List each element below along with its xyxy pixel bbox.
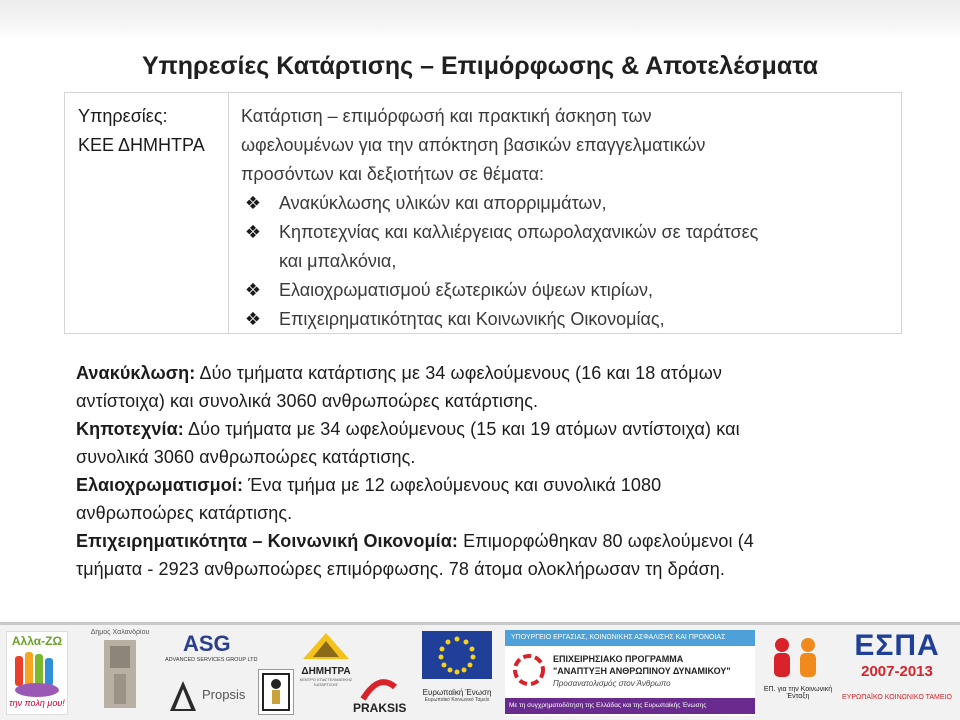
result-entrepreneurship	[76, 527, 936, 583]
result-gardening	[76, 415, 936, 471]
alla-zo-title: Αλλα-ΖΩ	[11, 634, 63, 648]
services-description	[241, 102, 881, 334]
propsis-triangle-icon	[168, 679, 198, 713]
result-recycling	[76, 359, 936, 415]
esf-badge-text: ΕΠ. για την Κοινωνική Ένταξη	[763, 686, 833, 700]
services-bullet-list	[241, 189, 881, 334]
diamond-bullet-icon: ❖	[244, 193, 262, 213]
sponsor-logos-footer	[0, 625, 960, 720]
bullet-item	[241, 189, 881, 218]
result-heading: Ελαιοχρωματισμοί:	[76, 475, 244, 495]
slide-title: Υπηρεσίες Κατάρτισης – Επιμόρφωσης & Αποτελέσματα	[141, 52, 819, 80]
bullet-line1: Ελαιοχρωματισμού εξωτερικών όψεων κτιρίων,	[279, 280, 654, 300]
asg-subtitle: ADVANCED SERVICES GROUP LTD	[165, 657, 258, 663]
services-label	[78, 102, 205, 160]
dimos-name: Δήμος Χαλανδρίου	[90, 629, 150, 636]
espa-subtitle: ΕΥΡΩΠΑΪΚΟ ΚΟΙΝΩΝΙΚΟ ΤΑΜΕΙΟ	[842, 694, 952, 701]
ministry-bar	[505, 630, 755, 646]
asg-title: ASG	[183, 631, 231, 656]
cofunding-bar	[505, 698, 755, 714]
colorful-hand-icon	[7, 648, 67, 698]
result-heading: Κηποτεχνία:	[76, 419, 184, 439]
municipality-emblem-icon	[90, 636, 150, 712]
services-label-line1: Υπηρεσίες:	[78, 106, 168, 126]
result-text: συνολικά 3060 ανθρωποώρες κατάρτισης.	[76, 447, 416, 467]
bullet-item	[241, 218, 881, 276]
alla-zo-logo	[6, 631, 68, 715]
eu-flag-icon	[422, 631, 492, 679]
partner-emblem	[258, 669, 294, 715]
result-text: ανθρωποώρες κατάρτισης.	[76, 503, 293, 523]
eu-subtitle: Ευρωπαϊκό Κοινωνικό Ταμείο	[424, 697, 490, 703]
bullet-item	[241, 276, 881, 305]
table-divider	[228, 93, 229, 333]
person-figure-icon	[259, 670, 293, 714]
asg-logo	[165, 631, 265, 671]
dimos-chalandriou-logo	[90, 629, 150, 717]
description-line: Κατάρτιση – επιμόρφωσή και πρακτική άσκηση των	[241, 106, 652, 126]
ministry-banner	[505, 630, 755, 716]
program-line1: ΕΠΙΧΕΙΡΗΣΙΑΚΟ ΠΡΟΓΡΑΜΜΑ	[553, 654, 684, 664]
result-heading: Ανακύκλωση:	[76, 363, 196, 383]
eu-flag-logo	[420, 631, 494, 715]
result-text: τμήματα - 2923 ανθρωποώρες επιμόρφωσης. 78 άτομα ολοκλήρωσαν τη δράση.	[76, 559, 725, 579]
result-painting	[76, 471, 936, 527]
praksis-logo	[345, 677, 415, 717]
bullet-line1: Ανακύκλωσης υλικών και απορριμμάτων,	[279, 193, 607, 213]
esf-badge-logo	[762, 631, 834, 715]
propsis-logo	[168, 677, 250, 715]
result-text: Δύο τμήματα με 34 ωφελούμενους (15 και 19 ατόμων αντίστοιχα) και	[183, 419, 740, 439]
diamond-bullet-icon: ❖	[244, 280, 262, 300]
bullet-item	[241, 305, 881, 334]
result-text: Δύο τμήματα κατάρτισης με 34 ωφελούμενους (16 και 18 ατόμων	[195, 363, 722, 383]
services-label-line2: ΚΕΕ ΔΗΜΗΤΡΑ	[78, 135, 205, 155]
program-line2: "ΑΝΑΠΤΥΞΗ ΑΝΘΡΩΠΙΝΟΥ ΔΥΝΑΜΙΚΟΥ"	[553, 666, 731, 676]
praksis-swoosh-icon	[359, 677, 399, 703]
description-line: ωφελουμένων για την απόκτηση βασικών επαγγελματικών	[241, 135, 706, 155]
bullet-line1: Επιχειρηματικότητας και Κοινωνικής Οικονομίας,	[279, 309, 665, 329]
diamond-bullet-icon: ❖	[244, 309, 262, 329]
bullet-line1: Κηποτεχνίας και καλλιέργειας οπωρολαχανικών σε ταράτσες	[279, 222, 759, 242]
result-text: Επιμορφώθηκαν 80 ωφελούμενοι (4	[457, 531, 754, 551]
praksis-title: PRAKSIS	[353, 701, 407, 715]
alla-zo-subtitle: την πολη μου!	[9, 698, 65, 708]
espa-title: ΕΣΠΑ	[854, 629, 940, 662]
propsis-title: Propsis	[202, 687, 246, 702]
diamond-bullet-icon: ❖	[244, 222, 262, 242]
header-band	[0, 0, 960, 40]
eu-caption: Ευρωπαϊκή Ένωση	[422, 688, 492, 697]
cofunding-text: Με τη συγχρηματοδότηση της Ελλάδας και της Ευρωπαϊκής Ένωσης	[509, 702, 707, 709]
bullet-line2: και μπαλκόνια,	[279, 251, 397, 271]
program-line3: Προσανατολισμός στον Άνθρωπο	[553, 679, 671, 688]
program-emblem-icon	[511, 652, 547, 688]
dimitra-sun-icon	[299, 631, 353, 661]
people-silhouette-icon	[762, 631, 832, 681]
result-text: αντίστοιχα) και συνολικά 3060 ανθρωποώρες κατάρτισης.	[76, 391, 539, 411]
ministry-name: ΥΠΟΥΡΓΕΙΟ ΕΡΓΑΣΙΑΣ, ΚΟΙΝΩΝΙΚΗΣ ΑΣΦΑΛΙΣΗΣ ΚΑΙ ΠΡΟΝΟΙΑΣ	[511, 634, 726, 641]
dimitra-subtitle: ΚΕΝΤΡΟ ΕΠΑΓΓΕΛΜΑΤΙΚΗΣ ΚΑΤΑΡΤΙΣΗΣ	[299, 677, 353, 687]
results-section	[76, 359, 936, 583]
result-heading: Επιχειρηματικότητα – Κοινωνική Οικονομία:	[76, 531, 458, 551]
espa-years: 2007-2013	[861, 663, 933, 680]
dimitra-title: ΔΗΜΗΤΡΑ	[301, 666, 351, 677]
espa-logo	[838, 629, 956, 715]
description-line: προσόντων και δεξιοτήτων σε θέματα:	[241, 164, 544, 184]
result-text: Ένα τμήμα με 12 ωφελούμενους και συνολικά 1080	[243, 475, 662, 495]
